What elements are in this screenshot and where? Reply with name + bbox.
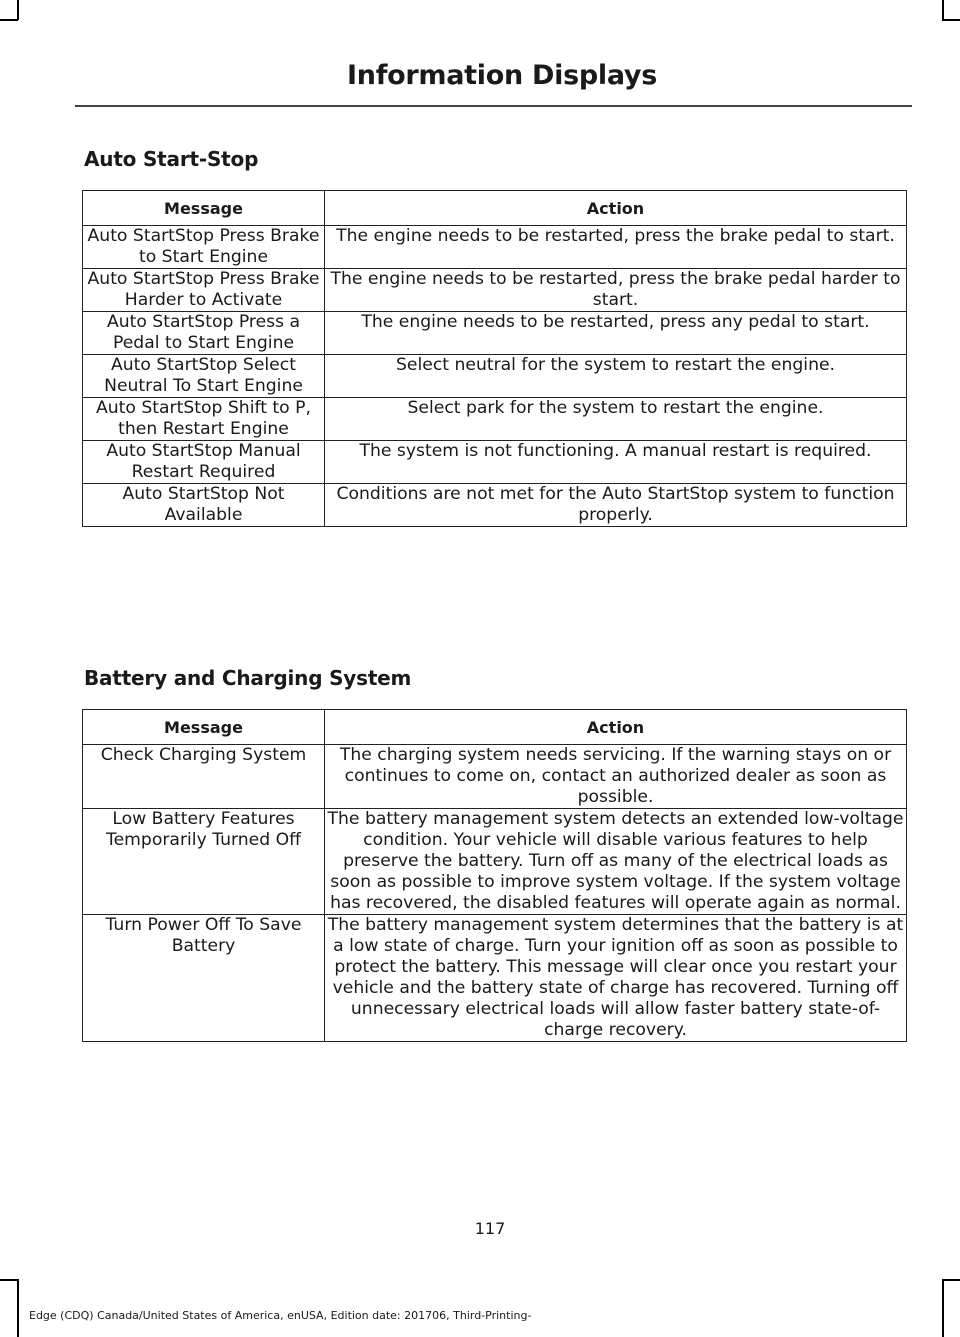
table-row (83, 312, 907, 355)
table-row (83, 484, 907, 527)
header-divider (75, 105, 912, 107)
column-header-action: Action (325, 191, 907, 226)
message-cell: Auto StartStop Manual Restart Required (83, 441, 325, 484)
message-cell: Auto StartStop Press a Pedal to Start Engine (83, 312, 325, 355)
table-row (83, 269, 907, 312)
action-cell: Conditions are not met for the Auto StartStop system to function properly. (325, 484, 907, 527)
section-title-battery-charging: Battery and Charging System (84, 666, 412, 690)
action-cell: Select neutral for the system to restart the engine. (325, 355, 907, 398)
message-cell: Auto StartStop Select Neutral To Start Engine (83, 355, 325, 398)
page-header-title: Information Displays (347, 60, 657, 91)
table-header-row (83, 191, 907, 226)
table-row (83, 809, 907, 915)
column-header-message: Message (83, 191, 325, 226)
table-row (83, 226, 907, 269)
table-header-row (83, 710, 907, 745)
action-cell: The system is not functioning. A manual restart is required. (325, 441, 907, 484)
action-cell: The battery management system determines that the battery is at a low state of charge. Turn your ignition off as soon as possible to protect the battery. This message will clear once you restart your vehicle and the battery state of charge has recovered. Turning off unnecessary electrical loads will allow faster battery state-of-charge recovery. (325, 915, 907, 1042)
action-cell: The engine needs to be restarted, press the brake pedal harder to start. (325, 269, 907, 312)
action-cell: The battery management system detects an extended low-voltage condition. Your vehicle will disable various features to help preserve the battery. Turn off as many of the electrical loads as soon as possible to improve system voltage. If the system voltage has recovered, the disabled features will operate again as normal. (325, 809, 907, 915)
crop-mark (17, 1279, 19, 1337)
crop-mark (0, 19, 18, 21)
message-cell: Auto StartStop Shift to P, then Restart Engine (83, 398, 325, 441)
message-cell: Auto StartStop Not Available (83, 484, 325, 527)
crop-mark (17, 0, 19, 20)
table-row (83, 441, 907, 484)
section-title-auto-start-stop: Auto Start-Stop (84, 147, 259, 171)
crop-mark (0, 1279, 18, 1281)
message-cell: Auto StartStop Press Brake Harder to Activate (83, 269, 325, 312)
table-row (83, 915, 907, 1042)
message-cell: Check Charging System (83, 745, 325, 809)
battery-charging-table (82, 709, 907, 1042)
crop-mark (942, 19, 960, 21)
crop-mark (942, 1279, 960, 1281)
column-header-action: Action (325, 710, 907, 745)
crop-mark (942, 1279, 944, 1337)
table-row (83, 355, 907, 398)
message-cell: Auto StartStop Press Brake to Start Engine (83, 226, 325, 269)
table-row (83, 745, 907, 809)
action-cell: The charging system needs servicing. If the warning stays on or continues to come on, contact an authorized dealer as soon as possible. (325, 745, 907, 809)
action-cell: The engine needs to be restarted, press any pedal to start. (325, 312, 907, 355)
auto-start-stop-table (82, 190, 907, 527)
action-cell: Select park for the system to restart the engine. (325, 398, 907, 441)
column-header-message: Message (83, 710, 325, 745)
crop-mark (942, 0, 944, 20)
table-row (83, 398, 907, 441)
action-cell: The engine needs to be restarted, press the brake pedal to start. (325, 226, 907, 269)
message-cell: Low Battery Features Temporarily Turned Off (83, 809, 325, 915)
message-cell: Turn Power Off To Save Battery (83, 915, 325, 1042)
footer-edition-text: Edge (CDQ) Canada/United States of America, enUSA, Edition date: 201706, Third-Printing- (29, 1309, 532, 1322)
page-number: 117 (474, 1219, 506, 1238)
